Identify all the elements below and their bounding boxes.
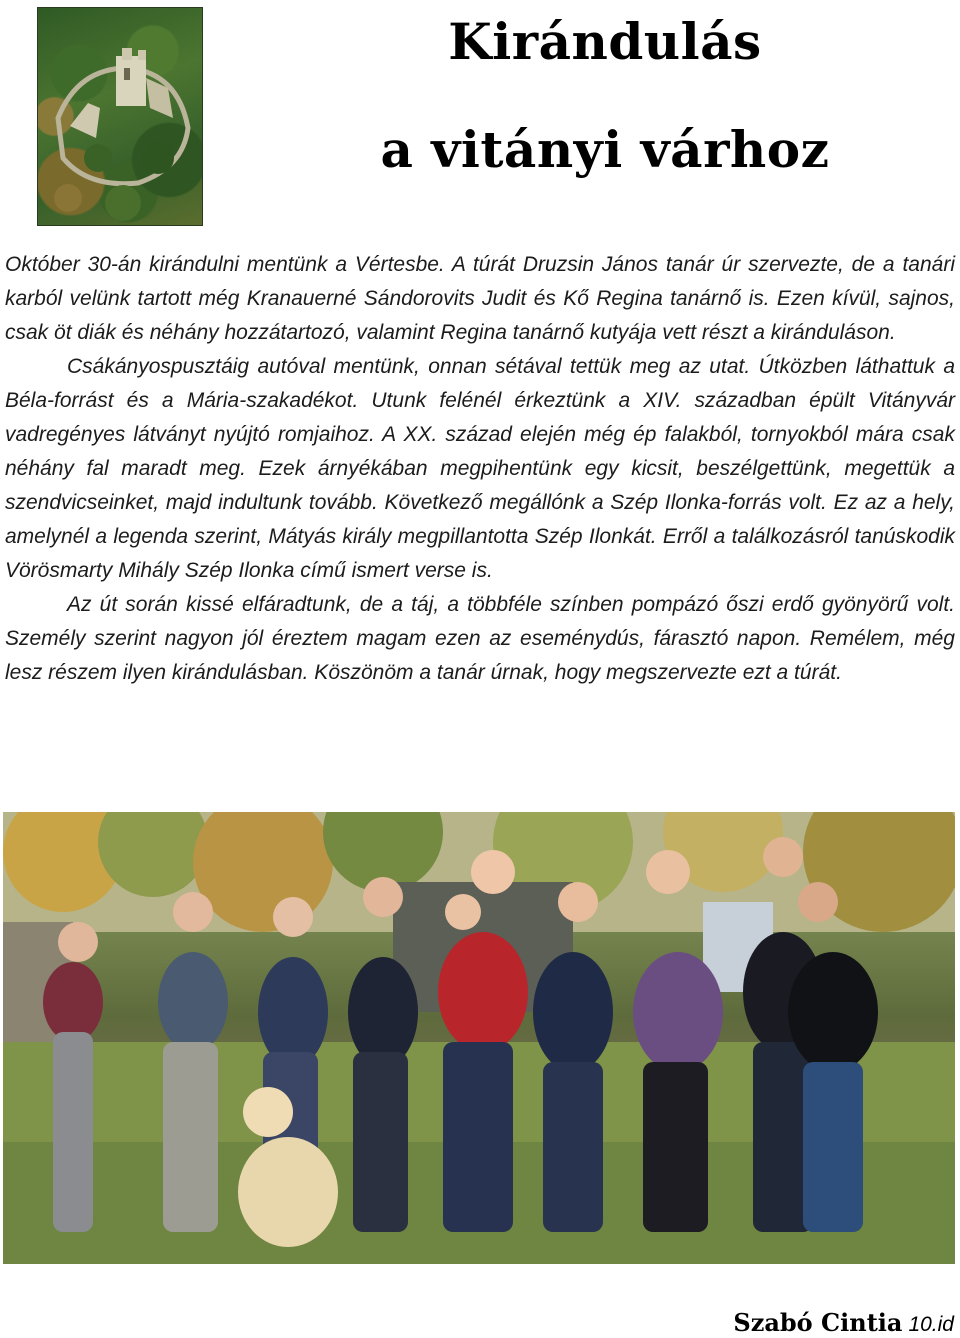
castle-ruin-photo [37, 7, 203, 226]
signature [733, 1308, 954, 1338]
article-paragraph-1: Október 30-án kirándulni mentünk a Vértesbe. A túrát Druzsin János tanár úr szervezte, de a tanári karból velünk tartott még Kranauerné Sándorovits Judit és Kő Regina tanárnő is. Ezen kívül, sajnos, csak öt diák és néhány hozzátartozó, valamint Regina tanárnő kutyája vett részt a kiránduláson. [5, 253, 955, 344]
author-class: 10.id [908, 1313, 954, 1336]
article-paragraph-2: Csákányospusztáig autóval mentünk, onnan sétával tettük meg az utat. Útközben láthattuk a Béla-forrást és a Mária-szakadékot. Utunk felénél érkeztünk a XIV. században épült Vitányvár vadregényes látványt nyújtó romjaihoz. A XX. század elején még ép falakból, tornyokból mára csak néhány fal maradt meg. Ezek árnyékában megpihentünk egy kicsit, beszélgettünk, megettük a szendvicseinket, majd indultunk tovább. Következő megállónk a Szép Ilonka-forrás volt. Ez az a hely, amelynél a legenda szerint, Mátyás király megpillantotta Szép Ilonkát. Erről a találkozásról tanúskodik Vörösmarty Mihály Szép Ilonka című ismert verse is. [5, 355, 955, 582]
page-title-line-2: a vitányi várhoz [380, 120, 830, 179]
article-paragraph-3: Az út során kissé elfáradtunk, de a táj, a többféle színben pompázó őszi erdő gyönyörű volt. Személy szerint nagyon jól éreztem magam ezen az eseménydús, fárasztó napon. Remélem, még lesz részem ilyen kirándulásban. Köszönöm a tanár úrnak, hogy megszervezte ezt a túrát. [5, 593, 955, 684]
article-body [5, 248, 955, 690]
author-name: Szabó Cintia [733, 1308, 903, 1337]
group-photo [3, 812, 955, 1264]
castle-ruin-illustration [38, 8, 202, 225]
group-photo-illustration [3, 812, 955, 1264]
page-title-line-1: Kirándulás [448, 12, 762, 71]
